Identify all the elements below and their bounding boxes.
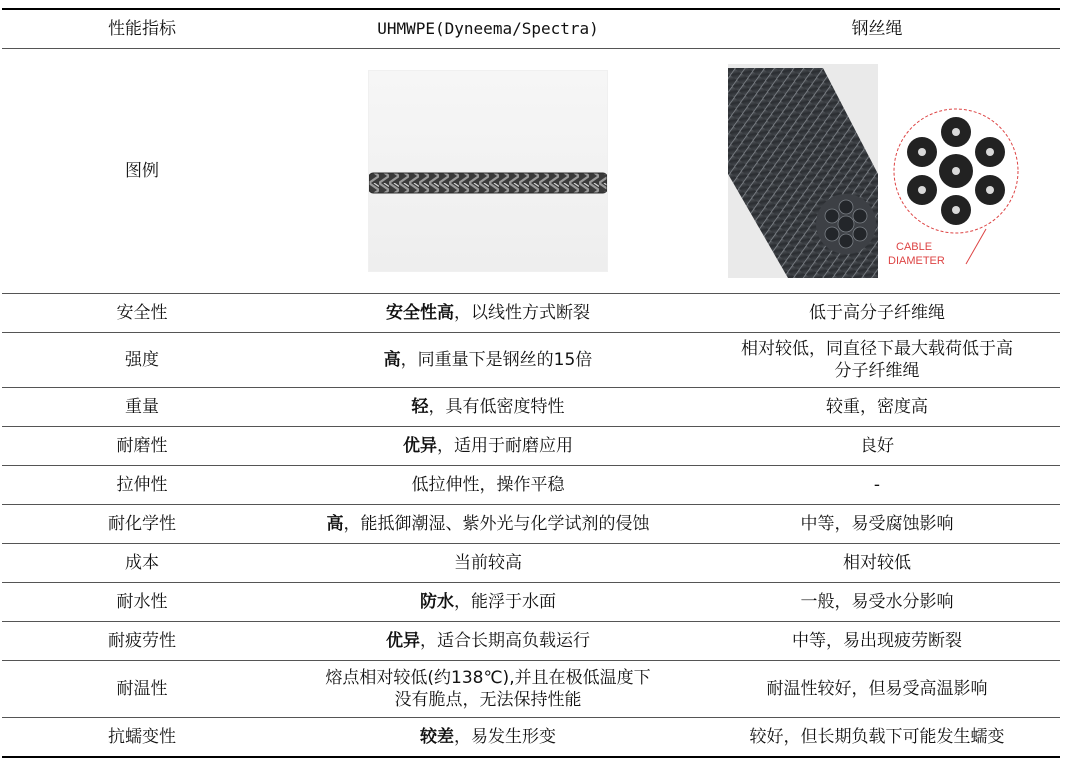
row-label: 抗蠕变性 (108, 727, 176, 747)
row-label: 耐温性 (116, 679, 168, 699)
uhmwpe-value: 较差 ，易发生形变 (420, 727, 556, 747)
steel-wire-image-cell (694, 49, 1060, 293)
row-label: 重量 (125, 397, 159, 417)
uhmwpe-value: 轻 ，具有低密度特性 (411, 397, 565, 417)
steel-value: 较好，但长期负载下可能发生蠕变 (749, 727, 1005, 747)
comparison-table (2, 8, 1060, 758)
table-row (2, 333, 1060, 388)
steel-value: 相对较低，同直径下最大载荷低于高 分子纤维绳 (741, 339, 1013, 381)
uhmwpe-value: 低拉伸性，操作平稳 (411, 475, 565, 495)
table-row (2, 388, 1060, 427)
table-row (2, 505, 1060, 544)
row-label: 成本 (125, 553, 159, 573)
steel-value: 较重，密度高 (826, 397, 928, 417)
row-label: 安全性 (116, 303, 168, 323)
row-label: 拉伸性 (116, 475, 168, 495)
table-row (2, 294, 1060, 333)
steel-value: - (873, 475, 881, 495)
row-label: 耐水性 (116, 592, 168, 612)
legend-row (2, 49, 1060, 294)
table-row (2, 427, 1060, 466)
uhmwpe-rope-image-cell (282, 49, 694, 293)
steel-value: 相对较低 (843, 553, 911, 573)
steel-value: 中等，易受腐蚀影响 (800, 514, 954, 534)
uhmwpe-value: 高 ，同重量下是钢丝的15倍 (383, 350, 593, 370)
table-row (2, 544, 1060, 583)
row-label: 耐疲劳性 (108, 631, 176, 651)
row-label: 耐磨性 (116, 436, 168, 456)
row-label: 耐化学性 (108, 514, 176, 534)
cable-label: CABLE (896, 241, 933, 253)
legend-label: 图例 (125, 161, 159, 181)
uhmwpe-rope-image (368, 70, 608, 272)
steel-wire-image (728, 64, 1026, 278)
uhmwpe-value: 熔点相对较低(约138℃),并且在极低温度下 没有脆点，无法保持性能 (325, 668, 651, 710)
steel-value: 中等，易出现疲劳断裂 (792, 631, 962, 651)
header-row (2, 10, 1060, 49)
uhmwpe-value: 防水 ，能浮于水面 (420, 592, 556, 612)
header-uhmwpe: UHMWPE(Dyneema/Spectra) (377, 19, 599, 38)
braided-rope-icon (369, 71, 607, 271)
row-label: 强度 (125, 350, 159, 370)
diameter-label: DIAMETER (888, 255, 945, 267)
steel-value: 耐温性较好，但易受高温影响 (766, 679, 988, 699)
header-metric: 性能指标 (108, 19, 176, 39)
uhmwpe-value: 安全性高 ，以线性方式断裂 (386, 303, 590, 323)
header-steel: 钢丝绳 (851, 19, 903, 39)
steel-value: 低于高分子纤维绳 (809, 303, 945, 323)
table-row (2, 661, 1060, 718)
uhmwpe-value: 优异 ，适用于耐磨应用 (403, 436, 573, 456)
steel-value: 一般，易受水分影响 (800, 592, 954, 612)
steel-cable-cross-section-icon (728, 64, 1026, 278)
uhmwpe-value: 当前较高 (454, 553, 522, 573)
uhmwpe-value: 优异 ，适合长期高负载运行 (386, 631, 590, 651)
uhmwpe-value: 高 ，能抵御潮湿、紫外光与化学试剂的侵蚀 (326, 514, 650, 534)
table-row (2, 466, 1060, 505)
steel-value: 良好 (860, 436, 894, 456)
table-row (2, 583, 1060, 622)
table-row (2, 718, 1060, 756)
table-row (2, 622, 1060, 661)
